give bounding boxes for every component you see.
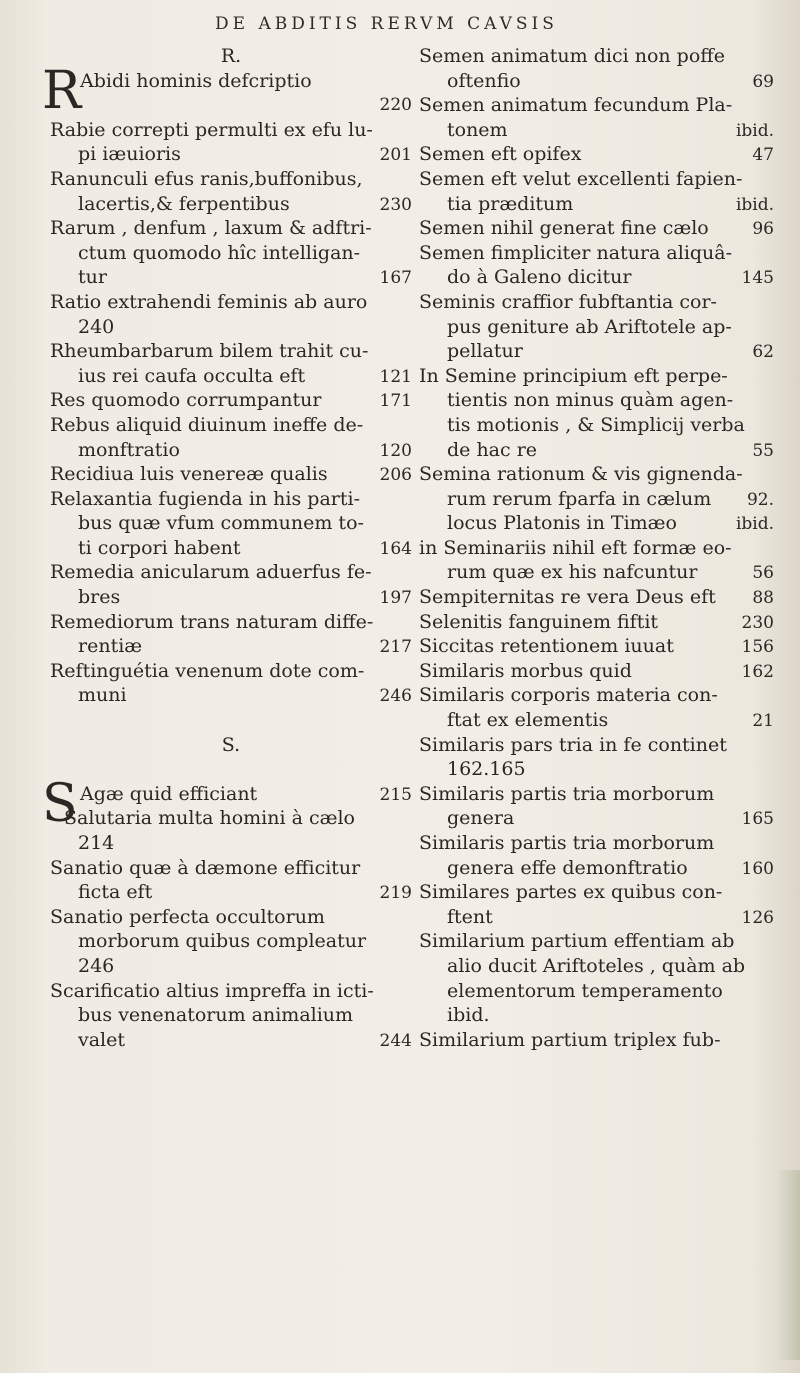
- index-entry: [50, 93, 412, 118]
- index-entry: [419, 413, 774, 438]
- page-reference: 230: [379, 194, 412, 215]
- index-entry: [50, 979, 412, 1004]
- page-reference: ibid.: [735, 120, 774, 141]
- entry-text: Abidi hominis defcriptio: [80, 69, 312, 92]
- entry-text: locus Platonis in Timæo: [447, 512, 677, 535]
- entry-text: rentiæ: [78, 635, 143, 658]
- entry-text: Similaris pars tria in fe continet: [419, 733, 727, 756]
- entry-text: bus quæ vfum communem to-: [78, 512, 364, 535]
- entry-text: 214: [78, 832, 115, 854]
- index-entry: [419, 757, 774, 782]
- page-reference: 96: [752, 219, 774, 240]
- index-entry: [50, 585, 412, 610]
- entry-text: tia præditum: [447, 192, 574, 215]
- entry-text: Siccitas retentionem iuuat: [419, 635, 674, 658]
- page-reference: 21: [752, 711, 774, 732]
- index-entry: [419, 290, 774, 315]
- index-entry: [419, 954, 774, 979]
- entry-text: elementorum temperamento: [447, 979, 723, 1002]
- section-letter-text: S.: [221, 733, 241, 756]
- page-reference: 162: [741, 661, 774, 682]
- entry-text: alio ducit Ariftoteles , quàm ab: [447, 954, 746, 977]
- index-entry: [419, 782, 774, 807]
- page-reference: 201: [379, 145, 412, 166]
- index-entry: [419, 167, 774, 192]
- entry-text: Rarum , denfum , laxum & adftri-: [50, 217, 372, 240]
- entry-text: tientis non minus quàm agen-: [447, 389, 734, 412]
- page-reference: 165: [741, 809, 774, 830]
- entry-text: Relaxantia fugienda in his parti-: [50, 487, 360, 510]
- index-entry: [419, 364, 774, 389]
- index-entry: [50, 659, 412, 684]
- index-entry: [419, 265, 774, 290]
- entry-text: ftent: [447, 905, 493, 928]
- page-reference: 69: [752, 71, 774, 92]
- index-entry: [50, 929, 412, 954]
- page-reference: 88: [752, 588, 774, 609]
- entry-text: Semen animatum dici non poffe: [419, 45, 726, 67]
- entry-text: ius rei caufa occulta eft: [78, 364, 306, 387]
- running-head: DE ABDITIS RERVM CAVSIS: [215, 14, 558, 34]
- index-entry: [50, 511, 412, 536]
- page-reference: 164: [379, 538, 412, 559]
- entry-text: tonem: [447, 118, 508, 141]
- right-column: [419, 44, 774, 1052]
- page-reference: 244: [379, 1030, 412, 1051]
- page-reference: 219: [379, 883, 412, 904]
- entry-text: 162.165: [447, 758, 526, 781]
- entry-text: Similarium partium triplex fub-: [419, 1028, 721, 1051]
- index-entry: [50, 290, 412, 315]
- entry-text: bus venenatorum animalium: [78, 1004, 354, 1027]
- index-entry: [419, 462, 774, 487]
- index-entry: [419, 536, 774, 561]
- entry-text: Reftinguétia venenum dote com-: [50, 659, 365, 682]
- page-reference: 145: [741, 268, 774, 289]
- index-entry: [419, 585, 774, 610]
- page-reference: 121: [379, 366, 412, 387]
- index-entry: [419, 315, 774, 340]
- entry-text: in Seminariis nihil eft formæ eo-: [419, 536, 732, 559]
- entry-text: Agæ quid efficiant: [80, 782, 258, 805]
- entry-text: Recidiua luis venereæ qualis: [50, 463, 328, 486]
- entry-text: In Semine principium eft perpe-: [419, 364, 728, 387]
- index-entry: [419, 856, 774, 881]
- index-entry: [419, 905, 774, 930]
- drop-capital: R: [42, 60, 82, 121]
- entry-text: ficta eft: [78, 881, 153, 904]
- section-letter: [50, 733, 412, 758]
- page-reference: 120: [379, 440, 412, 461]
- index-entry: [50, 683, 412, 708]
- index-entry: [50, 560, 412, 585]
- page-reference: 62: [752, 342, 774, 363]
- entry-text: Similaris partis tria morborum: [419, 832, 715, 854]
- index-entry: [50, 388, 412, 413]
- entry-text: Selenitis fanguinem fiftit: [419, 610, 659, 633]
- entry-text: Semina rationum & vis gignenda-: [419, 463, 743, 486]
- entry-text: pus geniture ab Ariftotele ap-: [447, 315, 732, 338]
- page-reference: 126: [741, 907, 774, 928]
- entry-text: genera effe demonftratio: [447, 856, 688, 879]
- index-entry: [419, 487, 774, 512]
- entry-text: 240: [78, 315, 115, 338]
- entry-text: Rebus aliquid diuinum ineffe de-: [50, 413, 364, 436]
- index-entry: [419, 806, 774, 831]
- index-entry: [50, 487, 412, 512]
- page-reference: ibid.: [735, 514, 774, 535]
- index-entry: [419, 831, 774, 856]
- entry-text: valet: [78, 1028, 126, 1051]
- entry-text: Similaris partis tria morborum: [419, 782, 715, 805]
- entry-text: rum quæ ex his nafcuntur: [447, 561, 698, 584]
- page-reference: 92.: [746, 489, 774, 510]
- index-entry: [419, 192, 774, 217]
- index-entry: [50, 192, 412, 217]
- index-entry: [50, 265, 412, 290]
- page-reference: 206: [379, 465, 412, 486]
- index-entry: [419, 118, 774, 143]
- entry-text: tur: [78, 266, 107, 289]
- entry-text: Similares partes ex quibus con-: [419, 881, 723, 904]
- index-entry: [419, 610, 774, 635]
- index-entry: [419, 979, 774, 1004]
- index-entry: [50, 856, 412, 881]
- index-entry: [50, 831, 412, 856]
- entry-text: do à Galeno dicitur: [447, 266, 632, 289]
- index-entry: [50, 954, 412, 979]
- entry-text: Sempiternitas re vera Deus eft: [419, 586, 716, 609]
- entry-text: pi iæuioris: [78, 143, 181, 166]
- page-reference: 160: [741, 858, 774, 879]
- page-reference: 56: [752, 563, 774, 584]
- page-reference: 230: [741, 612, 774, 633]
- index-entry: [419, 1028, 774, 1053]
- page-reference: 215: [379, 784, 412, 805]
- entry-text: Semen fimpliciter natura aliquâ-: [419, 241, 733, 264]
- entry-text: Semen animatum fecundum Pla-: [419, 94, 733, 117]
- index-entry: [419, 708, 774, 733]
- index-entry: [419, 1003, 774, 1028]
- page-edge-stain: [776, 1170, 800, 1360]
- entry-text: Semen eft velut excellenti fapien-: [419, 167, 743, 190]
- entry-text: morborum quibus compleatur: [78, 930, 367, 953]
- entry-text: rum rerum fparfa in cælum: [447, 487, 712, 510]
- page-reference: 167: [379, 268, 412, 289]
- index-entry: [419, 339, 774, 364]
- entry-text: 246: [78, 954, 115, 977]
- entry-text: Semen nihil generat fine cælo: [419, 217, 709, 240]
- page-reference: 217: [379, 637, 412, 658]
- index-entry: [50, 806, 412, 831]
- index-entry: [419, 69, 774, 94]
- index-entry: [50, 880, 412, 905]
- entry-text: Similaris corporis materia con-: [419, 684, 718, 707]
- entry-text: tis motionis , & Simplicij verba: [447, 413, 745, 436]
- entry-text: Rheumbarbarum bilem trahit cu-: [50, 340, 369, 363]
- page-reference: 197: [379, 588, 412, 609]
- index-entry: [50, 142, 412, 167]
- index-entry: [50, 364, 412, 389]
- index-entry: [50, 118, 412, 143]
- entry-text: Remedia anicularum aduerfus fe-: [50, 561, 372, 584]
- page-reference: 55: [752, 440, 774, 461]
- entry-text: Ratio extrahendi feminis ab auro: [50, 290, 368, 313]
- index-entry: [50, 905, 412, 930]
- index-entry: [419, 44, 774, 69]
- index-entry: [419, 93, 774, 118]
- index-entry: [50, 536, 412, 561]
- index-entry: [419, 634, 774, 659]
- entry-text: monftratio: [78, 438, 180, 461]
- section-letter-text: R.: [220, 45, 242, 67]
- entry-text: bres: [78, 586, 121, 609]
- index-entry: [50, 216, 412, 241]
- index-entry: [419, 241, 774, 266]
- entry-text: ftat ex elementis: [447, 709, 609, 732]
- index-entry: [50, 339, 412, 364]
- index-entry: [419, 659, 774, 684]
- index-entry: [419, 733, 774, 758]
- index-entry: [419, 388, 774, 413]
- entry-text: Res quomodo corrumpantur: [50, 389, 322, 412]
- index-entry: [50, 462, 412, 487]
- entry-text: pellatur: [447, 340, 523, 363]
- page-reference: 220: [379, 95, 412, 116]
- entry-text: de hac re: [447, 438, 538, 461]
- section-letter: [50, 44, 412, 69]
- entry-text: muni: [78, 684, 127, 707]
- entry-text: ti corpori habent: [78, 536, 241, 559]
- index-entry: [50, 413, 412, 438]
- entry-text: Rabie correpti permulti ex efu lu-: [50, 118, 373, 141]
- index-entry: [419, 880, 774, 905]
- index-entry: [50, 167, 412, 192]
- entry-text: Ranunculi efus ranis,buffonibus,: [50, 167, 363, 190]
- index-entry: [419, 683, 774, 708]
- index-entry: [50, 610, 412, 635]
- index-entry: [50, 241, 412, 266]
- index-entry: [419, 438, 774, 463]
- blank-line: [50, 757, 412, 782]
- page-reference: ibid.: [735, 194, 774, 215]
- entry-text: lacertis,& ferpentibus: [78, 192, 290, 215]
- entry-text: Seminis craffior fubftantia cor-: [419, 290, 717, 313]
- index-entry: [50, 438, 412, 463]
- index-entry: [50, 634, 412, 659]
- entry-text: Sanatio perfecta occultorum: [50, 905, 325, 928]
- entry-text: Similaris morbus quid: [419, 659, 632, 682]
- page-reference: 171: [379, 391, 412, 412]
- entry-text: ctum quomodo hîc intelligan-: [78, 241, 361, 264]
- entry-text: Similarium partium effentiam ab: [419, 930, 735, 953]
- entry-text: Scarificatio altius impreffa in icti-: [50, 979, 374, 1002]
- index-entry: [419, 929, 774, 954]
- blank-line: [50, 708, 412, 733]
- index-entry: [50, 1003, 412, 1028]
- entry-text: ibid.: [447, 1004, 490, 1027]
- page-reference: 246: [379, 686, 412, 707]
- page-reference: 47: [752, 145, 774, 166]
- entry-text: Sanatio quæ à dæmone efficitur: [50, 856, 361, 879]
- index-entry: [419, 216, 774, 241]
- index-entry: [50, 315, 412, 340]
- entry-text: oftenfio: [447, 69, 521, 92]
- index-entry: [50, 1028, 412, 1053]
- page-reference: 156: [741, 637, 774, 658]
- drop-capital: S: [42, 773, 78, 834]
- left-column: [42, 44, 412, 1052]
- index-entry: [419, 560, 774, 585]
- entry-text: Salutaria multa homini à cælo: [64, 807, 355, 830]
- index-entry: [419, 142, 774, 167]
- entry-text: genera: [447, 807, 515, 830]
- index-entry: [419, 511, 774, 536]
- entry-text: Semen eft opifex: [419, 143, 582, 166]
- entry-text: Remediorum trans naturam diffe-: [50, 610, 374, 633]
